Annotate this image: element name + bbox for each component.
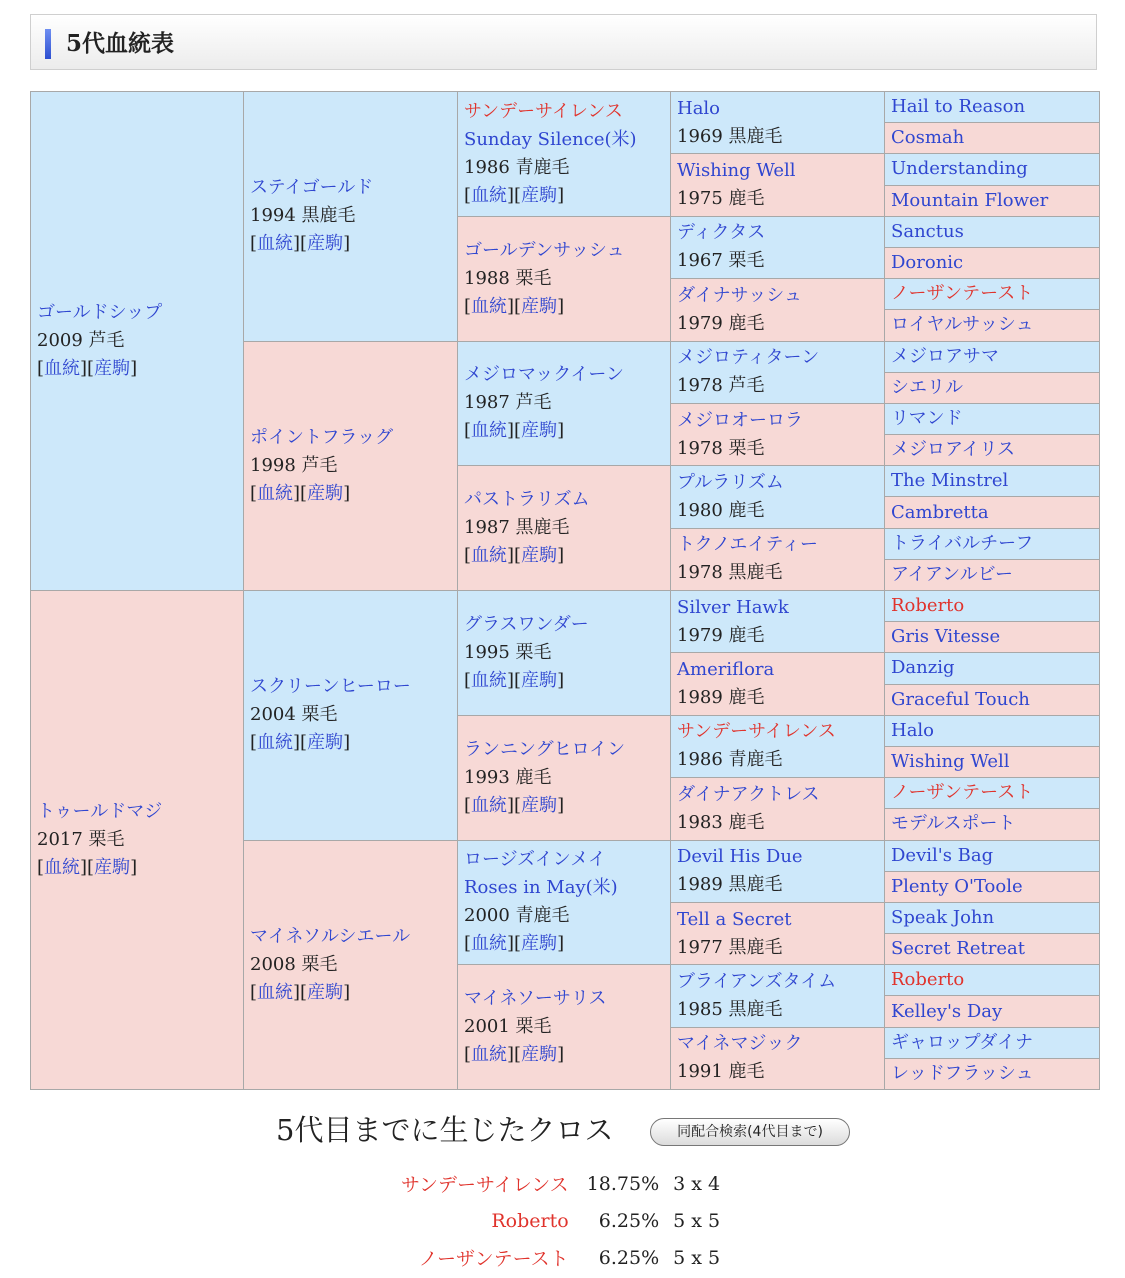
horse-english-name-link[interactable]: Roses in May(米) [464,877,618,899]
birth-year-coat: 1986 青鹿毛 [464,156,570,178]
horse-name-link[interactable]: Halo [677,97,721,119]
horse-name-link[interactable]: ゴールデンサッシュ [464,239,625,261]
pedigree-cell-gen5 [885,871,1100,902]
horse-name-link[interactable]: メジロマックイーン [464,364,625,386]
pedigree-cell-gen5 [885,653,1100,684]
pedigree-link[interactable]: 血統 [257,482,294,504]
ancestor-name-link[interactable]: レッドフラッシュ [891,1062,1034,1084]
pedigree-cell-gen5 [885,591,1100,622]
birth-year-coat: 1978 栗毛 [677,437,765,459]
pedigree-cell-gen2 [244,92,458,342]
pedigree-cell-gen3 [458,92,671,217]
horse-name-link[interactable]: ダイナサッシュ [677,284,802,306]
pedigree-cell-gen3 [458,466,671,591]
offspring-link[interactable]: 産駒 [521,295,558,317]
pedigree-links: [血統][産駒] [464,420,565,442]
ancestor-name-link[interactable]: Speak John [891,906,995,928]
birth-year-coat: 2009 芦毛 [37,330,125,351]
ancestor-name-link[interactable]: Danzig [891,657,955,679]
horse-name-link[interactable]: トゥールドマジ [37,801,163,822]
pedigree-cell-gen5 [885,466,1100,497]
birth-year-coat: 1967 栗毛 [677,250,765,272]
pedigree-links: [血統][産駒] [464,295,565,317]
birth-year-coat: 2000 青鹿毛 [464,905,570,927]
birth-year-coat: 1988 栗毛 [464,267,552,289]
cross-generations: 5 x 5 [673,1246,721,1269]
crosses-title: 5代目までに生じたクロス [276,1113,614,1147]
pedigree-cell-gen5 [885,996,1100,1027]
pedigree-cell-gen5 [885,154,1100,185]
pedigree-links: [血統][産駒] [250,233,351,255]
pedigree-cell-gen1 [31,591,244,1090]
ancestor-name-link[interactable]: Gris Vitesse [891,626,1001,648]
ancestor-name-link[interactable]: Sanctus [891,220,964,242]
cross-row [395,1165,726,1202]
birth-year-coat: 1989 黒鹿毛 [677,874,783,896]
birth-year-coat: 1991 鹿毛 [677,1061,765,1083]
pedigree-cell-gen5 [885,310,1100,341]
pedigree-cell-gen2 [244,840,458,1090]
birth-year-coat: 1977 黒鹿毛 [677,936,783,958]
ancestor-name-link[interactable]: Halo [891,719,935,741]
pedigree-link[interactable]: 血統 [471,184,508,206]
pedigree-links: [血統][産駒] [37,857,138,878]
ancestor-name-link[interactable]: Graceful Touch [891,688,1030,710]
pedigree-cell-gen5 [885,403,1100,434]
cross-percent: 6.25% [598,1246,660,1269]
horse-name-link[interactable]: ポイントフラッグ [250,426,394,448]
horse-name-link[interactable]: トクノエイティー [677,534,818,556]
pedigree-link[interactable]: 血統 [257,732,294,754]
horse-name-link[interactable]: Silver Hawk [677,596,789,618]
pedigree-cell-gen4 [671,216,885,278]
pedigree-cell-gen5 [885,934,1100,965]
pedigree-cell-gen5 [885,559,1100,590]
section-title: 5代血統表 [66,30,175,57]
pedigree-cell-gen3 [458,965,671,1090]
pedigree-cell-gen2 [244,341,458,591]
pedigree-cell-gen5 [885,840,1100,871]
offspring-link[interactable]: 産駒 [521,1044,558,1066]
pedigree-cell-gen4 [671,528,885,590]
cross-horse-name[interactable]: ノーザンテースト [418,1248,569,1270]
birth-year-coat: 1995 栗毛 [464,641,552,663]
ancestor-name-link[interactable]: The Minstrel [891,470,1009,492]
ancestor-name-link[interactable]: Cosmah [891,127,965,149]
pedigree-cell-gen3 [458,591,671,716]
pedigree-cell-gen4 [671,279,885,341]
ancestor-name-link[interactable]: ノーザンテースト [891,782,1034,804]
pedigree-link[interactable]: 血統 [44,857,81,878]
ancestor-name-link[interactable]: メジロアイリス [891,439,1016,461]
horse-name-link[interactable]: プルラリズム [677,471,784,493]
ancestor-name-link[interactable]: Plenty O'Toole [891,875,1023,897]
pedigree-cell-gen5 [885,185,1100,216]
pedigree-cell-gen4 [671,715,885,777]
ancestor-name-link[interactable]: メジロアサマ [891,345,999,367]
ancestor-name-link[interactable]: Doronic [891,252,964,274]
horse-name-link[interactable]: ロージズインメイ [464,849,606,871]
ancestor-name-link[interactable]: トライバルチーフ [891,532,1034,554]
pedigree-cell-gen4 [671,840,885,902]
horse-name-link[interactable]: マイネソーサリス [464,988,607,1010]
birth-year-coat: 1998 芦毛 [250,454,338,476]
cross-row [395,1202,726,1239]
cross-horse-name[interactable]: サンデーサイレンス [401,1174,569,1196]
offspring-link[interactable]: 産駒 [521,794,558,816]
birth-year-coat: 1986 青鹿毛 [677,749,783,771]
crosses-table [395,1165,726,1276]
pedigree-cell-gen5 [885,279,1100,310]
pedigree-cell-gen5 [885,746,1100,777]
pedigree-cell-gen5 [885,778,1100,809]
pedigree-cell-gen2 [244,591,458,841]
pedigree-row [31,591,1100,622]
offspring-link[interactable]: 産駒 [307,482,344,504]
horse-name-link[interactable]: Devil His Due [677,846,803,868]
birth-year-coat: 1975 鹿毛 [677,188,765,210]
section-header [30,14,1097,70]
offspring-link[interactable]: 産駒 [94,857,131,878]
ancestor-name-link[interactable]: Secret Retreat [891,938,1025,960]
birth-year-coat: 1979 鹿毛 [677,624,765,646]
birth-year-coat: 1978 芦毛 [677,375,765,397]
horse-name-link[interactable]: Wishing Well [677,160,796,182]
pedigree-cell-gen4 [671,653,885,715]
pedigree-links: [血統][産駒] [250,732,351,754]
pedigree-cell-gen5 [885,341,1100,372]
horse-name-link[interactable]: サンデーサイレンス [464,100,623,122]
ancestor-name-link[interactable]: Wishing Well [891,751,1010,773]
pedigree-cell-gen5 [885,528,1100,559]
birth-year-coat: 2008 栗毛 [250,953,338,975]
pedigree-cell-gen5 [885,684,1100,715]
pedigree-table [30,91,1100,1090]
pedigree-cell-gen5 [885,622,1100,653]
pedigree-links: [血統][産駒] [250,981,351,1003]
pedigree-cell-gen3 [458,840,671,965]
offspring-link[interactable]: 産駒 [307,233,344,255]
birth-year-coat: 1979 鹿毛 [677,312,765,334]
pedigree-cell-gen4 [671,92,885,154]
pedigree-links: [血統][産駒] [464,545,565,567]
horse-name-link[interactable]: サンデーサイレンス [677,721,836,743]
offspring-link[interactable]: 産駒 [94,358,131,379]
pedigree-link[interactable]: 血統 [471,669,508,691]
cross-row [395,1239,726,1276]
birth-year-coat: 1978 黒鹿毛 [677,562,783,584]
header-accent-bar [45,29,51,59]
horse-name-link[interactable]: ランニングヒロイン [464,738,626,760]
horse-name-link[interactable]: ステイゴールド [250,177,374,199]
ancestor-name-link[interactable]: Mountain Flower [891,189,1049,211]
pedigree-cell-gen5 [885,497,1100,528]
ancestor-name-link[interactable]: ロイヤルサッシュ [891,314,1034,336]
pedigree-cell-gen3 [458,715,671,840]
horse-name-link[interactable]: マイネマジック [677,1033,803,1055]
ancestor-name-link[interactable]: Devil's Bag [891,844,994,866]
ancestor-name-link[interactable]: リマンド [891,407,963,429]
pedigree-cell-gen4 [671,341,885,403]
pedigree-cell-gen4 [671,778,885,840]
birth-year-coat: 2017 栗毛 [37,829,125,850]
pedigree-links: [血統][産駒] [464,794,565,816]
pedigree-link[interactable]: 血統 [471,420,508,442]
birth-year-coat: 2001 栗毛 [464,1016,552,1038]
birth-year-coat: 1994 黒鹿毛 [250,205,356,227]
pedigree-cell-gen5 [885,1027,1100,1058]
ancestor-name-link[interactable]: シエリル [891,376,963,398]
horse-name-link[interactable]: ダイナアクトレス [677,783,820,805]
pedigree-cell-gen4 [671,403,885,465]
pedigree-link[interactable]: 血統 [471,295,508,317]
birth-year-coat: 1985 黒鹿毛 [677,998,783,1020]
ancestor-name-link[interactable]: Roberto [891,595,965,617]
pedigree-links: [血統][産駒] [464,933,565,955]
pedigree-cell-gen5 [885,372,1100,403]
pedigree-cell-gen3 [458,341,671,466]
horse-name-link[interactable]: メジロオーロラ [677,409,803,431]
pedigree-cell-gen5 [885,809,1100,840]
pedigree-link[interactable]: 血統 [471,1044,508,1066]
pedigree-link[interactable]: 血統 [257,981,294,1003]
ancestor-name-link[interactable]: Cambretta [891,501,989,523]
birth-year-coat: 1993 鹿毛 [464,766,552,788]
ancestor-name-link[interactable]: ギャロップダイナ [891,1031,1034,1053]
birth-year-coat: 2004 栗毛 [250,704,338,726]
ancestor-name-link[interactable]: モデルスポート [891,813,1016,835]
horse-name-link[interactable]: パストラリズム [464,489,590,511]
pedigree-cell-gen4 [671,1027,885,1089]
ancestor-name-link[interactable]: Understanding [891,158,1028,180]
ancestor-name-link[interactable]: Hail to Reason [891,96,1026,118]
offspring-link[interactable]: 産駒 [521,669,558,691]
birth-year-coat: 1987 芦毛 [464,392,552,414]
pedigree-link[interactable]: 血統 [257,233,294,255]
birth-year-coat: 1989 鹿毛 [677,687,765,709]
ancestor-name-link[interactable]: Roberto [891,969,965,991]
ancestor-name-link[interactable]: ノーザンテースト [891,283,1034,305]
pedigree-row [31,92,1100,123]
pedigree-cell-gen4 [671,154,885,216]
pedigree-link[interactable]: 血統 [44,358,81,379]
horse-name-link[interactable]: グラスワンダー [464,613,589,635]
horse-name-link[interactable]: Ameriflora [677,659,775,681]
pedigree-cell-gen4 [671,591,885,653]
pedigree-link[interactable]: 血統 [471,933,508,955]
pedigree-link[interactable]: 血統 [471,794,508,816]
pedigree-link[interactable]: 血統 [471,545,508,567]
pedigree-links: [血統][産駒] [464,669,565,691]
cross-horse-name[interactable]: Roberto [491,1209,569,1232]
pedigree-cell-gen5 [885,902,1100,933]
pedigree-cell-gen5 [885,216,1100,247]
cross-percent: 18.75% [586,1172,660,1195]
horse-name-link[interactable]: マイネソルシエール [250,925,411,947]
pedigree-cell-gen5 [885,715,1100,746]
birth-year-coat: 1969 黒鹿毛 [677,125,783,147]
horse-name-link[interactable]: ディクタス [677,222,766,244]
offspring-link[interactable]: 産駒 [521,545,558,567]
same-mating-search-button[interactable]: 同配合検索(4代目まで) [650,1118,850,1146]
pedigree-cell-gen4 [671,965,885,1027]
birth-year-coat: 1980 鹿毛 [677,499,765,521]
pedigree-cell-gen5 [885,965,1100,996]
ancestor-name-link[interactable]: アイアンルビー [891,563,1013,585]
pedigree-cell-gen1 [31,92,244,591]
horse-name-link[interactable]: スクリーンヒーロー [250,676,411,698]
pedigree-cell-gen5 [885,123,1100,154]
pedigree-cell-gen5 [885,1058,1100,1089]
pedigree-links: [血統][産駒] [464,1044,565,1066]
cross-generations: 5 x 5 [673,1209,721,1232]
horse-english-name-link[interactable]: Sunday Silence(米) [464,128,637,150]
pedigree-cell-gen4 [671,466,885,528]
pedigree-cell-gen3 [458,216,671,341]
ancestor-name-link[interactable]: Kelley's Day [891,1000,1003,1022]
horse-name-link[interactable]: ゴールドシップ [37,302,163,323]
pedigree-cell-gen5 [885,435,1100,466]
cross-percent: 6.25% [598,1209,660,1232]
horse-name-link[interactable]: メジロティターン [677,347,820,369]
birth-year-coat: 1983 鹿毛 [677,811,765,833]
pedigree-links: [血統][産駒] [250,482,351,504]
offspring-link[interactable]: 産駒 [307,981,344,1003]
pedigree-cell-gen4 [671,902,885,964]
pedigree-links: [血統][産駒] [37,358,138,379]
horse-name-link[interactable]: Tell a Secret [677,908,792,930]
offspring-link[interactable]: 産駒 [521,420,558,442]
pedigree-cell-gen5 [885,247,1100,278]
offspring-link[interactable]: 産駒 [521,184,558,206]
pedigree-cell-gen5 [885,92,1100,123]
birth-year-coat: 1987 黒鹿毛 [464,517,570,539]
pedigree-links: [血統][産駒] [464,184,565,206]
offspring-link[interactable]: 産駒 [521,933,558,955]
offspring-link[interactable]: 産駒 [307,732,344,754]
cross-generations: 3 x 4 [673,1172,721,1195]
horse-name-link[interactable]: ブライアンズタイム [677,970,837,992]
